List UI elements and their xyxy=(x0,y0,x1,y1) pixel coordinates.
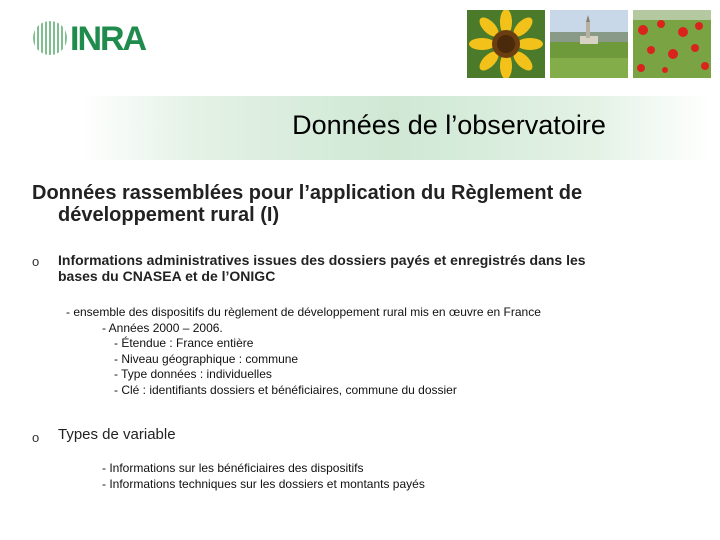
detail-line: - Années 2000 – 2006. xyxy=(102,321,223,335)
logo-wordmark: INRA xyxy=(70,20,146,58)
village-landscape-photo xyxy=(550,10,628,78)
title-banner xyxy=(80,96,710,160)
bullet-marker: o xyxy=(32,430,40,445)
poppies-photo xyxy=(633,10,711,78)
heading-line-2: développement rural (I) xyxy=(58,204,280,226)
item-line-1: Informations administratives issues des dossiers payés et enregistrés dans les xyxy=(58,252,586,268)
detail-line: - Type données : individuelles xyxy=(114,367,272,381)
inra-logo xyxy=(32,18,152,60)
bullet-marker: o xyxy=(32,254,40,269)
item-line-2: bases du CNASEA et de l’ONIGC xyxy=(58,268,276,284)
detail-line: - Informations sur les bénéficiaires des dispositifs xyxy=(102,461,364,475)
detail-line: - Étendue : France entière xyxy=(114,336,254,350)
detail-line: - Informations techniques sur les dossiers et montants payés xyxy=(102,477,425,491)
detail-line: - Clé : identifiants dossiers et bénéficiaires, commune du dossier xyxy=(114,383,457,397)
sunflower-photo xyxy=(467,10,545,78)
heading-line-1: Données rassemblées pour l’application du Règlement de xyxy=(32,182,583,204)
item-variable-types xyxy=(58,427,698,443)
slide-title: Données de l’observatoire xyxy=(292,110,606,140)
detail-line: - Niveau géographique : commune xyxy=(114,352,299,366)
item-line-1: Types de variable xyxy=(58,426,176,443)
globe-logo-icon xyxy=(32,20,68,56)
header-photos xyxy=(467,10,712,78)
detail-line: - ensemble des dispositifs du règlement de développement rural mis en œuvre en France xyxy=(66,305,541,319)
section-heading xyxy=(32,182,702,226)
item-administrative-info xyxy=(58,252,698,284)
